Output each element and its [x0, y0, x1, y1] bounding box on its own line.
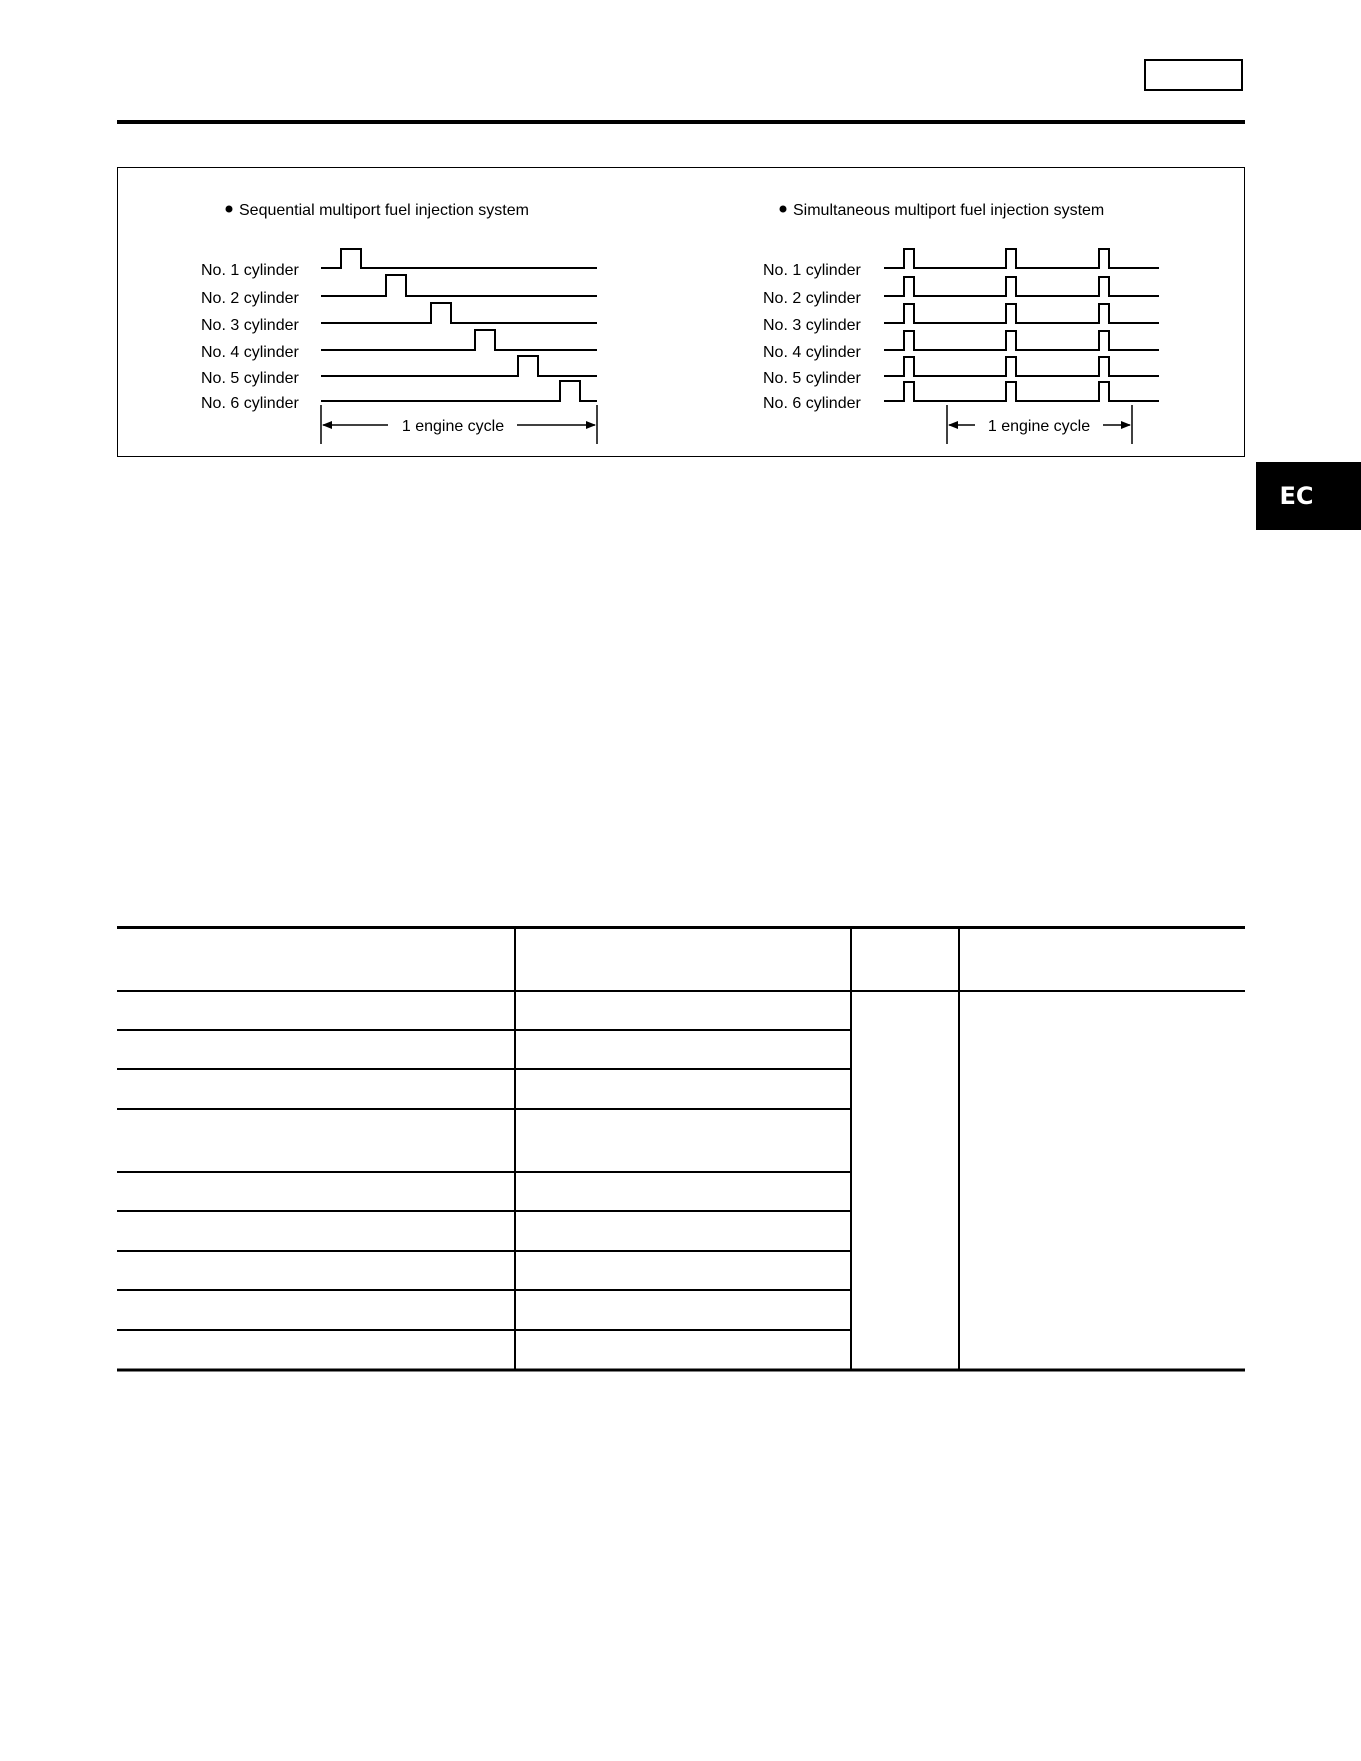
- sequential-panel: [201, 202, 597, 444]
- section-tab-label: EC: [1279, 482, 1314, 510]
- injection-timing-diagram: [118, 168, 1246, 458]
- sim-label-4: No. 4 cylinder: [763, 344, 861, 361]
- sim-label-2: No. 2 cylinder: [763, 290, 861, 307]
- bullet-icon: [226, 206, 233, 213]
- section-tab-ec: [1256, 462, 1361, 530]
- seq-arrowhead-left-icon: [322, 421, 332, 429]
- sim-cycle-label: 1 engine cycle: [987, 418, 1091, 435]
- sim-label-3: No. 3 cylinder: [763, 317, 861, 334]
- sim-arrowhead-left-icon: [948, 421, 958, 429]
- seq-wave-5: [321, 356, 597, 376]
- sim-arrowhead-right-icon: [1121, 421, 1131, 429]
- simultaneous-panel: [763, 202, 1159, 444]
- sequential-title: Sequential multiport fuel injection system: [239, 202, 529, 219]
- sim-wave-4: [884, 331, 1159, 350]
- seq-label-4: No. 4 cylinder: [201, 344, 299, 361]
- seq-arrowhead-right-icon: [586, 421, 596, 429]
- seq-label-3: No. 3 cylinder: [201, 317, 299, 334]
- sim-wave-6: [884, 382, 1159, 401]
- bullet-icon: [780, 206, 787, 213]
- sim-label-6: No. 6 cylinder: [763, 395, 861, 412]
- header-rule: [117, 120, 1245, 124]
- section-code-box: [1144, 59, 1243, 91]
- sim-wave-2: [884, 277, 1159, 296]
- seq-label-2: No. 2 cylinder: [201, 290, 299, 307]
- sim-label-5: No. 5 cylinder: [763, 370, 861, 387]
- seq-label-1: No. 1 cylinder: [201, 262, 299, 279]
- seq-label-5: No. 5 cylinder: [201, 370, 299, 387]
- simultaneous-title: Simultaneous multiport fuel injection system: [793, 202, 1105, 219]
- sim-wave-5: [884, 357, 1159, 376]
- spec-table: [117, 926, 1245, 1372]
- sim-label-1: No. 1 cylinder: [763, 262, 861, 279]
- sim-wave-1: [884, 249, 1159, 268]
- seq-wave-4: [321, 330, 597, 350]
- seq-wave-1: [321, 249, 597, 268]
- seq-label-6: No. 6 cylinder: [201, 395, 299, 412]
- sim-wave-3: [884, 304, 1159, 323]
- seq-wave-6: [321, 381, 597, 401]
- seq-wave-2: [321, 275, 597, 296]
- injection-timing-figure: [117, 167, 1245, 457]
- seq-cycle-label: 1 engine cycle: [401, 418, 505, 435]
- spec-table-grid: [117, 926, 1245, 1372]
- seq-wave-3: [321, 303, 597, 323]
